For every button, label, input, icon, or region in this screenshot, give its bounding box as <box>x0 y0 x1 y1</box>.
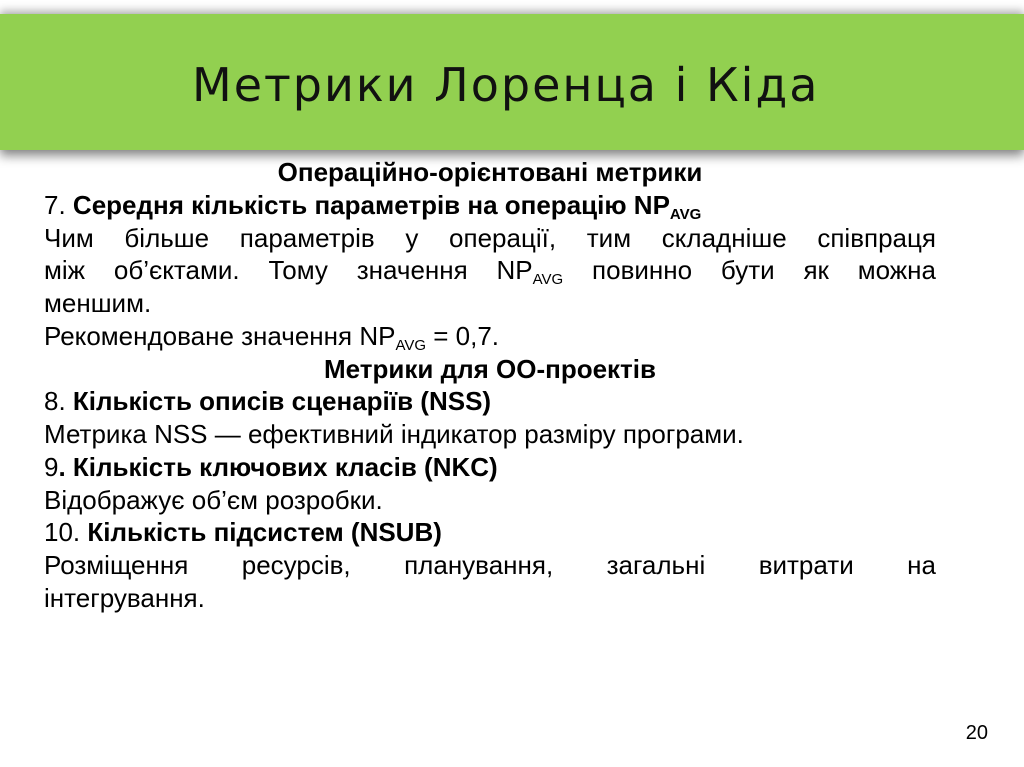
item-7-heading <box>44 189 936 222</box>
recommended-subscript: AVG <box>395 336 427 354</box>
section-heading-oo-metrics: Метрики для ОО-проектів <box>324 353 656 384</box>
item-9-title: . Кількість ключових класів (NKC) <box>58 451 498 482</box>
section-heading-operation-metrics: Операційно-орієнтовані метрики <box>277 157 703 187</box>
item-10-title: Кількість підсистем (NSUB) <box>87 517 442 548</box>
item-8-desc: Метрика NSS — ефективний індикатор разміру програми. <box>44 419 744 449</box>
item-10-number: 10. <box>44 517 88 548</box>
item-10-heading <box>44 516 936 549</box>
item-7-subscript: AVG <box>669 205 702 223</box>
item-10-desc-line-1: Розміщення ресурсів, планування, загальні витрати на <box>44 550 936 580</box>
slide-body <box>44 156 936 615</box>
np-avg-subscript: AVG <box>532 271 564 289</box>
item-8-number: 8. <box>44 386 73 417</box>
page-number: 20 <box>965 722 988 744</box>
item-7-desc-line-1: Чим більше параметрів у операції, тим складніше співпраця <box>44 222 936 253</box>
item-8-heading <box>44 385 936 418</box>
item-10-desc-line-2: інтегрування. <box>44 582 205 613</box>
item-8-title: Кількість описів сценаріїв (NSS) <box>72 386 492 417</box>
item-9-number: 9 <box>44 451 59 482</box>
slide-title: Метрики Лоренца і Кіда <box>192 58 820 112</box>
recommended-value: Рекомендоване значення $NP_{AVG} = 0,7$. <box>44 320 500 354</box>
item-9-heading <box>44 451 936 484</box>
item-7-title: Середня кількість параметрів на операцію $NP_{AVG}$ <box>72 189 702 223</box>
item-9-desc: Відображує об’єм розробки. <box>44 484 383 515</box>
item-7-number: 7. <box>44 189 73 220</box>
item-7-desc-line-2: між об’єктами. Тому значення $NP_{AVG}$ повинно бути як можна <box>44 255 936 289</box>
item-7-desc-line-3: меншим. <box>44 288 152 318</box>
